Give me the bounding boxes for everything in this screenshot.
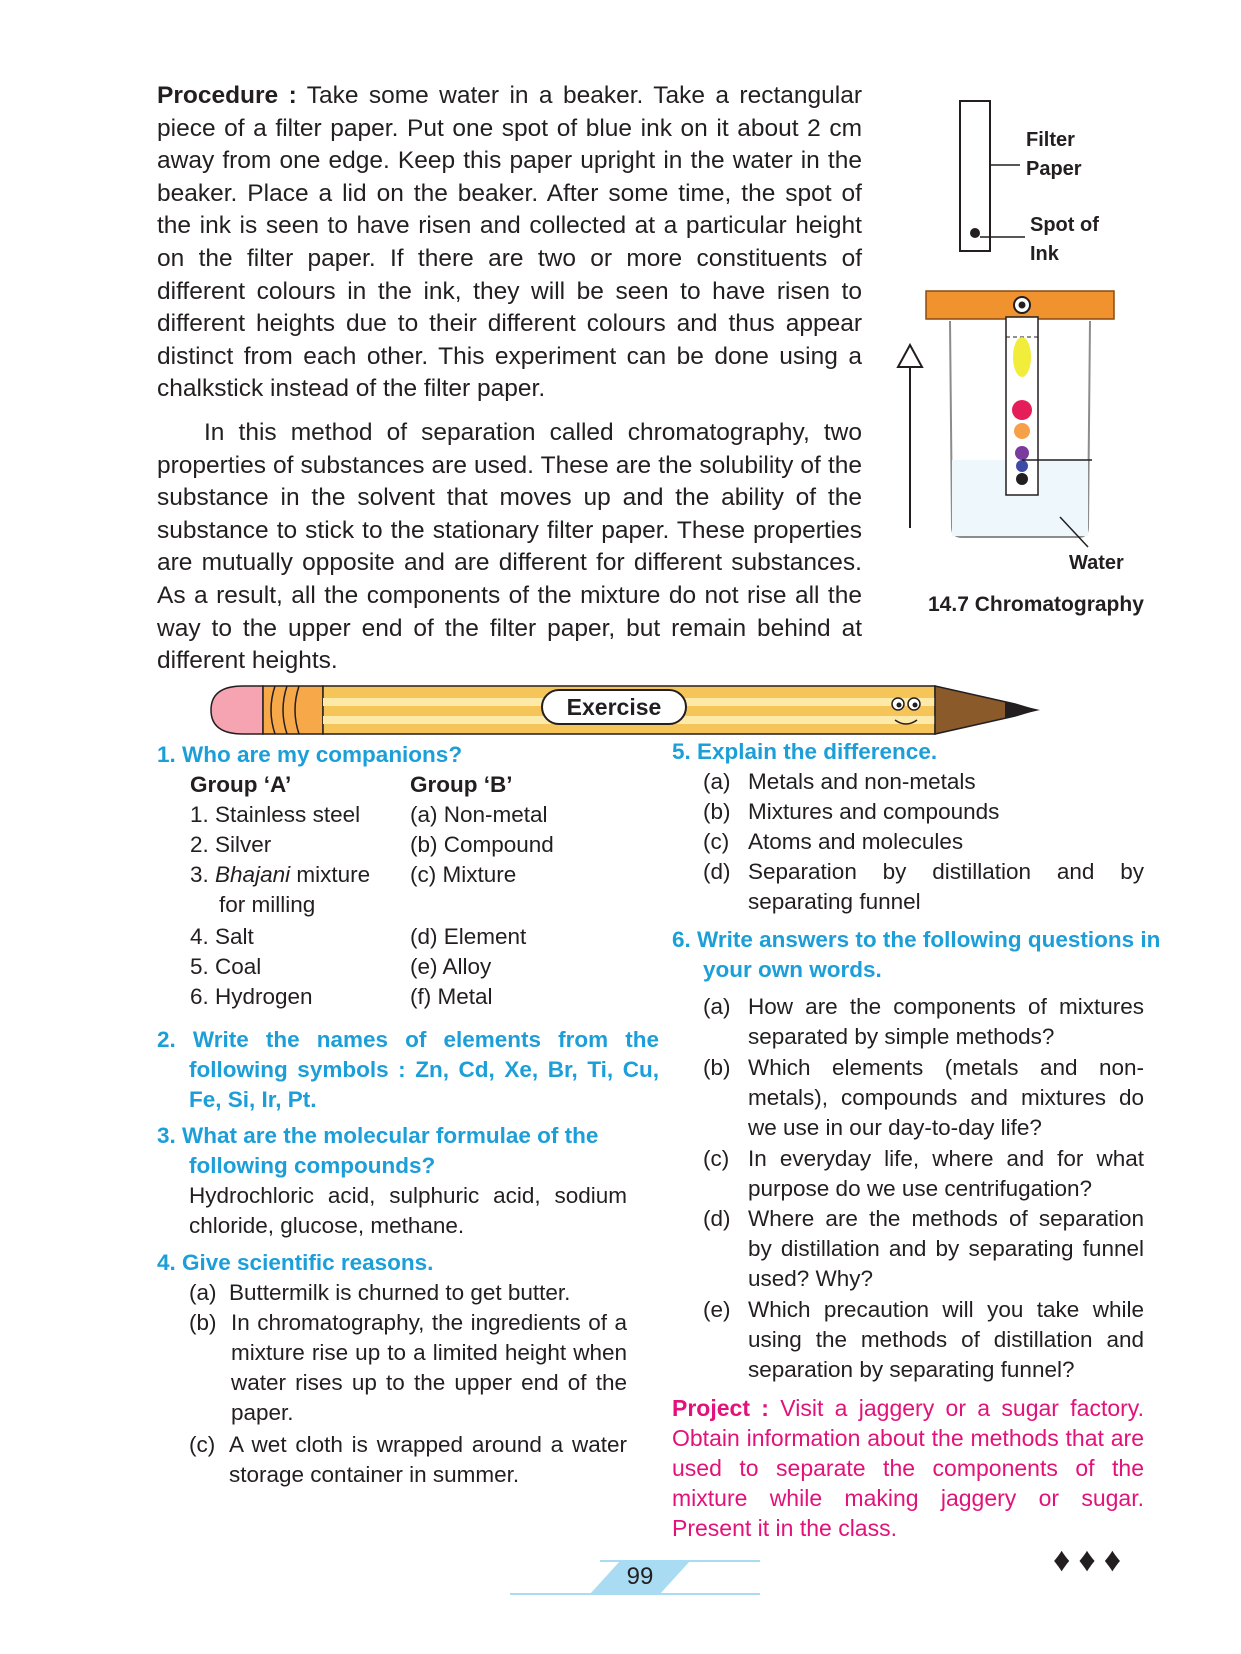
q6-d-text: Where are the methods of separation by distillation and by separating funnel used? Why? — [748, 1206, 1144, 1291]
group-b-item-a: (a) Non-metal — [410, 802, 548, 827]
group-a-item-6: 6. Hydrogen — [190, 984, 313, 1009]
q4-heading: 4. Give scientific reasons. — [157, 1250, 434, 1275]
group-a-item-5: 5. Coal — [190, 954, 262, 979]
clip-center — [1019, 302, 1026, 309]
group-a-item-1: 1. Stainless steel — [190, 802, 361, 827]
q4-a-text: Buttermilk is churned to get butter. — [229, 1280, 571, 1305]
q6-b-label: (b) — [703, 1055, 731, 1080]
procedure-text: Take some water in a beaker. Take a rectangular piece of a filter paper. Put one spot of blue ink on it about 2 cm away from one edge. Keep this paper upright in the water in the beaker. Place a lid on the beaker. After some time, the spot of the ink is seen to have risen and collected at a particular height on the filter paper. If there are two or more constituents of different colours in the ink, they will be seen to have risen to different heights due to their different colours and thus appear distinct from each other. This experiment can be done using a chalkstick instead of the filter paper. — [157, 82, 862, 403]
q3-body: Hydrochloric acid, sulphuric acid, sodium chloride, glucose, methane. — [189, 1183, 627, 1238]
q4-b-text — [229, 1308, 627, 1428]
yellow-band — [1013, 337, 1031, 377]
group-b-item-c: (c) Mixture — [410, 862, 517, 887]
q6-a-text: How are the components of mixtures separated by simple methods? — [748, 994, 1144, 1049]
q5-c-text: Atoms and molecules — [748, 829, 964, 854]
figure-caption: 14.7 Chromatography — [928, 593, 1144, 616]
project-text: Visit a jaggery or a sugar factory. Obtain information about the methods that are used to separate the components of the mixture while making jaggery or sugar. Present it in the class. — [672, 1395, 1144, 1541]
label-water: Water — [1069, 552, 1124, 574]
page-number: 99 — [626, 1563, 654, 1590]
red-spot — [1012, 400, 1032, 420]
q6-c-text: In everyday life, where and for what purpose do we use centrifugation? — [748, 1146, 1144, 1201]
procedure-label: Procedure : — [157, 82, 297, 109]
procedure-paragraph — [157, 80, 862, 406]
label-ink: Ink — [1030, 243, 1059, 265]
q4-a-label: (a) — [189, 1280, 217, 1305]
chromatography-paragraph: In this method of separation called chromatography, two properties of substances are used. These are the solubility of the substance in the solvent that moves up and the ability of the substance to stick to the stationary filter paper. These properties are mutually opposite and are different for different substances. As a result, all the components of the mixture do not rise all the way to the upper end of the filter paper, but remain behind at different heights. — [157, 419, 862, 675]
upward-arrow-head — [898, 345, 922, 367]
q6-c-label: (c) — [703, 1146, 730, 1171]
label-spot-of: Spot of — [1030, 214, 1099, 236]
q6-heading: 6. Write answers to the following questions in your own words. — [672, 927, 1161, 982]
purple-spot — [1015, 446, 1029, 460]
q6-d-label: (d) — [703, 1206, 731, 1231]
q1-heading: 1. Who are my companions? — [157, 742, 463, 767]
q6-e-label: (e) — [703, 1297, 731, 1322]
group-a-item-2: 2. Silver — [190, 832, 272, 857]
q3-heading: 3. What are the molecular formulae of the following compounds? — [157, 1123, 599, 1178]
pencil-ferrule — [263, 686, 323, 734]
group-a-item-3 — [190, 860, 370, 890]
group-a-item-4: 4. Salt — [190, 924, 254, 949]
group-b-heading: Group ‘B’ — [410, 772, 513, 797]
label-filter: Filter — [1026, 129, 1075, 151]
pencil-lead — [1005, 702, 1040, 718]
group-a-item-3-rest: mixture — [290, 862, 371, 887]
group-b-item-b: (b) Compound — [410, 832, 554, 857]
orange-spot — [1014, 423, 1030, 439]
black-spot — [1016, 473, 1028, 485]
exercise-title: Exercise — [541, 689, 687, 725]
q6-b-text: Which elements (metals and non-metals), compounds and mixtures do we use in our day-to-day life? — [748, 1055, 1144, 1140]
project-label: Project : — [672, 1395, 769, 1421]
ink-spot — [970, 228, 980, 238]
pencil-eraser — [211, 686, 263, 734]
group-b-item-d: (d) Element — [410, 924, 527, 949]
q5-b-label: (b) — [703, 799, 731, 824]
q4-b-label: (b) — [189, 1310, 217, 1335]
pencil-pupil-left — [897, 703, 902, 708]
group-a-item-3-line2: for milling — [219, 892, 316, 917]
q5-a-text: Metals and non-metals — [748, 769, 976, 794]
q5-a-label: (a) — [703, 769, 731, 794]
q4-c-text: A wet cloth is wrapped around a water storage container in summer. — [229, 1432, 627, 1487]
q5-c-label: (c) — [703, 829, 730, 854]
q4-c-label: (c) — [189, 1432, 216, 1457]
project-paragraph — [672, 1393, 1144, 1543]
q5-d-text: Separation by distillation and by separating funnel — [748, 859, 1144, 914]
q4-b-span: In chromatography, the ingredients of a mixture rise up to a limited height when water rises up to the upper end of the paper. — [231, 1310, 627, 1425]
group-a-item-3-num: 3. — [190, 862, 216, 887]
q6-e-text: Which precaution will you take while using the methods of distillation and separation by separating funnel? — [748, 1297, 1144, 1382]
group-a-item-3-italic: Bhajani — [215, 862, 291, 887]
q6-a-label: (a) — [703, 994, 731, 1019]
q5-heading: 5. Explain the difference. — [672, 739, 938, 764]
group-a-heading: Group ‘A’ — [190, 772, 292, 797]
q2-heading: 2. Write the names of elements from the following symbols : Zn, Cd, Xe, Br, Ti, Cu, Fe, Si, Ir, Pt. — [157, 1027, 659, 1112]
label-paper: Paper — [1026, 158, 1082, 180]
group-b-item-f: (f) Metal — [410, 984, 493, 1009]
pencil-pupil-right — [913, 703, 918, 708]
q5-b-text: Mixtures and compounds — [748, 799, 1000, 824]
blue-spot — [1016, 460, 1028, 472]
end-diamonds: ♦♦♦ — [1053, 1541, 1130, 1579]
group-b-item-e: (e) Alloy — [410, 954, 492, 979]
q5-d-label: (d) — [703, 859, 731, 884]
